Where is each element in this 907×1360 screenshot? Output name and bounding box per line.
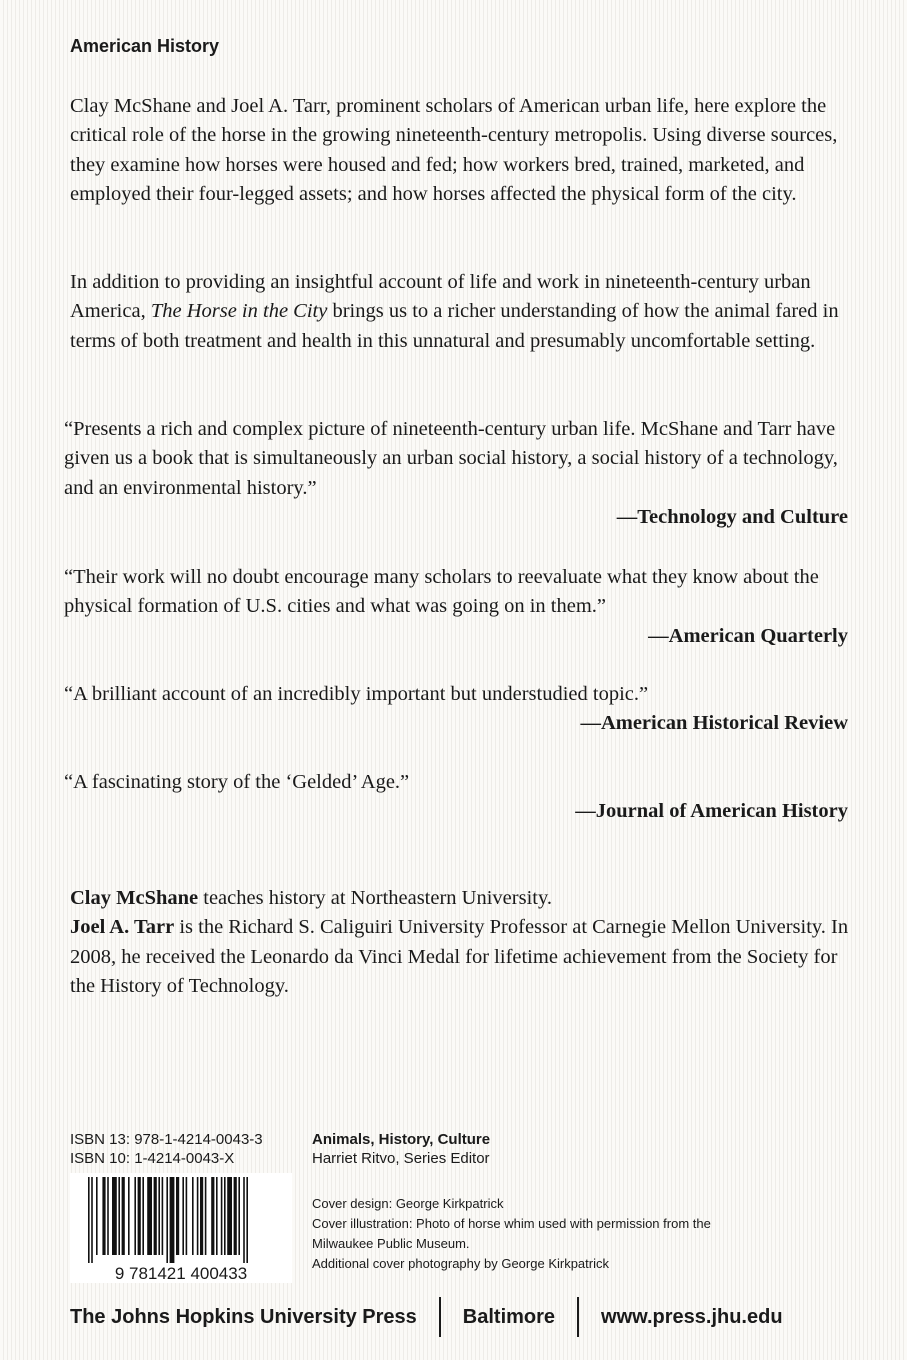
barcode-bar: [118, 1177, 120, 1255]
barcode-bar: [205, 1177, 207, 1255]
barcode-bar: [227, 1177, 232, 1255]
author-bio-2: [70, 913, 850, 1001]
barcode-bar: [138, 1177, 141, 1255]
barcode-bars: [70, 1173, 292, 1283]
barcode-bar: [197, 1177, 199, 1255]
divider: [577, 1297, 579, 1337]
barcode-bar: [234, 1177, 237, 1255]
barcode: [70, 1173, 292, 1283]
credit-line: Cover design: George Kirkpatrick: [312, 1196, 504, 1211]
category-label: American History: [70, 36, 220, 56]
review-quote-2: [64, 563, 854, 651]
barcode-bar: [112, 1177, 117, 1255]
barcode-bar: [91, 1177, 93, 1263]
paragraph-text: In addition to providing an insightful account of life and work in nineteenth-century urban America,: [70, 271, 811, 323]
review-quote-4: [64, 768, 854, 827]
barcode-bar: [102, 1177, 105, 1255]
barcode-digits: 9 781421 400433: [114, 1264, 248, 1283]
barcode-bar: [158, 1177, 160, 1255]
barcode-bar: [134, 1177, 136, 1255]
series-info: [312, 1130, 490, 1168]
barcode-bar: [162, 1177, 164, 1255]
credit-line: Cover illustration: Photo of horse whim used with permission from the: [312, 1216, 711, 1231]
publisher-url[interactable]: www.press.jhu.edu: [601, 1305, 783, 1328]
author-name: Joel A. Tarr: [70, 916, 175, 939]
quote-source: —American Quarterly: [648, 624, 848, 647]
barcode-bar: [221, 1177, 223, 1255]
barcode-bar: [88, 1177, 90, 1263]
barcode-bar: [128, 1177, 130, 1255]
barcode-bar: [182, 1177, 184, 1255]
barcode-bar: [166, 1177, 168, 1263]
barcode-bar: [96, 1177, 98, 1255]
author-bio-1: [70, 884, 850, 913]
credit-line: Additional cover photography by George Kirkpatrick: [312, 1256, 609, 1271]
publisher-city: Baltimore: [462, 1305, 556, 1328]
review-quote-3: [64, 680, 854, 739]
barcode-bar: [192, 1177, 194, 1255]
quote-text: “A brilliant account of an incredibly important but understudied topic.”: [64, 683, 649, 705]
publisher-name: The Johns Hopkins University Press: [70, 1305, 417, 1328]
barcode-bar: [243, 1177, 245, 1263]
isbn-13: ISBN 13: 978-1-4214-0043-3: [70, 1131, 263, 1148]
publisher-footer: [70, 1297, 783, 1337]
barcode-bar: [200, 1177, 203, 1255]
cover-credits: [312, 1194, 711, 1274]
barcode-bar: [107, 1177, 109, 1255]
description-paragraph-2: [70, 268, 850, 356]
isbn-block: [70, 1130, 263, 1168]
series-editor: Harriet Ritvo, Series Editor: [312, 1150, 490, 1167]
quote-source: —American Historical Review: [580, 712, 848, 735]
barcode-bar: [170, 1177, 175, 1263]
barcode-bar: [147, 1177, 152, 1255]
review-quote-1: [64, 415, 854, 532]
barcode-bar: [176, 1177, 179, 1255]
quote-text: “Presents a rich and complex picture of nineteenth-century urban life. McShane and Tarr have given us a book that is simultaneously an urban social history, a social history of a technology, and an environmental history.”: [64, 418, 838, 499]
bio-text: is the Richard S. Caliguiri University Professor at Carnegie Mellon University. In 2008, he received the Leonardo da Vinci Medal for lifetime achievement from the Society for the History of Technology.: [70, 916, 849, 997]
author-bio: [70, 884, 850, 1001]
barcode-bar: [246, 1177, 248, 1263]
series-title: Animals, History, Culture: [312, 1131, 491, 1148]
quote-source: —Journal of American History: [575, 800, 848, 823]
divider: [439, 1297, 441, 1337]
barcode-bar: [238, 1177, 240, 1255]
barcode-bar: [154, 1177, 157, 1255]
barcode-bar: [122, 1177, 125, 1255]
quote-text: “Their work will no doubt encourage many scholars to reevaluate what they know about the physical formation of U.S. cities and what was going on in them.”: [64, 566, 819, 618]
barcode-bar: [186, 1177, 188, 1255]
paragraph-text: brings us to a richer understanding of how the animal fared in terms of both treatment and health in this unnatural and presumably uncomfortable setting.: [70, 300, 839, 352]
barcode-bar: [224, 1177, 226, 1255]
isbn-10: ISBN 10: 1-4214-0043-X: [70, 1150, 235, 1167]
description-paragraph-1: Clay McShane and Joel A. Tarr, prominent scholars of American urban life, here explore the critical role of the horse in the growing nineteenth-century metropolis. Using diverse sources, they examine how horses were housed and fed; how workers bred, trained, marketed, and employed their four-legged assets; and how horses affected the physical form of the city.: [70, 95, 838, 205]
credit-line: Milwaukee Public Museum.: [312, 1236, 470, 1251]
author-name: Clay McShane: [70, 887, 199, 909]
barcode-bar: [142, 1177, 144, 1255]
barcode-bar: [216, 1177, 218, 1255]
quote-text: “A fascinating story of the ‘Gelded’ Age.”: [64, 771, 410, 793]
quote-source: —Technology and Culture: [616, 505, 848, 528]
bio-text: teaches history at Northeastern University.: [198, 887, 553, 909]
barcode-bar: [211, 1177, 214, 1255]
book-title: The Horse in the City: [150, 300, 328, 323]
